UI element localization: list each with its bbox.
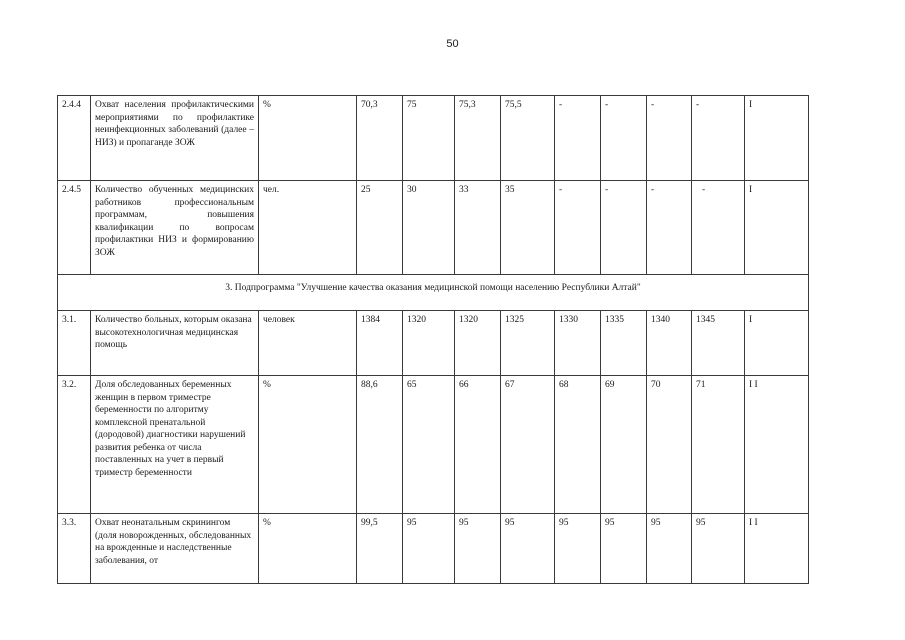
value-cell: 66 (455, 376, 501, 514)
value-cell: 75,3 (455, 96, 501, 181)
value-cell: 25 (357, 181, 403, 275)
value-cell: 95 (692, 514, 745, 584)
value-cell: 95 (403, 514, 455, 584)
table-row (58, 311, 809, 376)
unit-cell: % (259, 376, 357, 514)
value-cell: 95 (455, 514, 501, 584)
row-number: 2.4.5 (58, 181, 91, 275)
row-number: 3.1. (58, 311, 91, 376)
indicators-table (57, 95, 809, 584)
section-title: 3. Подпрограмма "Улучшение качества оказания медицинской помощи населению Республики Алтай" (58, 275, 809, 311)
value-cell: 70,3 (357, 96, 403, 181)
value-cell: 69 (601, 376, 647, 514)
mark-cell: I (745, 96, 809, 181)
value-cell: - (555, 96, 601, 181)
value-cell: 33 (455, 181, 501, 275)
value-cell: 68 (555, 376, 601, 514)
value-cell: - (647, 181, 692, 275)
value-cell: 1320 (455, 311, 501, 376)
indicator-description: Охват неонатальным скринингом (доля новорожденных, обследованных на врожденные и наследственные заболевания, от (91, 514, 259, 584)
value-cell: 95 (601, 514, 647, 584)
page-number: 50 (446, 38, 459, 50)
value-cell: 1384 (357, 311, 403, 376)
value-cell: 1320 (403, 311, 455, 376)
value-cell: 1335 (601, 311, 647, 376)
value-cell: 75,5 (501, 96, 555, 181)
value-cell: - (692, 181, 745, 275)
unit-cell: % (259, 514, 357, 584)
table-row (58, 514, 809, 584)
indicator-description: Охват населения профилактическими мероприятиями по профилактике неинфекционных заболеваний (далее – НИЗ) и пропаганде ЗОЖ (91, 96, 259, 181)
value-cell: - (601, 181, 647, 275)
value-cell: 1340 (647, 311, 692, 376)
value-cell: 75 (403, 96, 455, 181)
indicator-description: Количество обученных медицинских работников профессиональным программам, повышения квалификации по вопросам профилактики НИЗ и формированию ЗОЖ (91, 181, 259, 275)
unit-cell: чел. (259, 181, 357, 275)
value-cell: - (692, 96, 745, 181)
row-number: 3.2. (58, 376, 91, 514)
value-cell: 88,6 (357, 376, 403, 514)
row-number: 3.3. (58, 514, 91, 584)
value-cell: 1345 (692, 311, 745, 376)
value-cell: 35 (501, 181, 555, 275)
value-cell: - (601, 96, 647, 181)
indicator-description: Количество больных, которым оказана высокотехнологичная медицинская помощь (91, 311, 259, 376)
row-number: 2.4.4 (58, 96, 91, 181)
mark-cell: I (745, 181, 809, 275)
table-row (58, 376, 809, 514)
table-row (58, 181, 809, 275)
value-cell: 70 (647, 376, 692, 514)
mark-cell: I (745, 311, 809, 376)
value-cell: 95 (555, 514, 601, 584)
value-cell: 95 (647, 514, 692, 584)
table-row (58, 96, 809, 181)
value-cell: - (647, 96, 692, 181)
value-cell: 30 (403, 181, 455, 275)
value-cell: 67 (501, 376, 555, 514)
value-cell: 65 (403, 376, 455, 514)
value-cell: 1330 (555, 311, 601, 376)
mark-cell: I I (745, 376, 809, 514)
value-cell: 71 (692, 376, 745, 514)
indicator-description: Доля обследованных беременных женщин в первом триместре беременности по алгоритму комплексной пренатальной (дородовой) диагностики нарушений развития ребенка от числа поставленных на учет в первый триместр беременности (91, 376, 259, 514)
value-cell: 99,5 (357, 514, 403, 584)
mark-cell: I I (745, 514, 809, 584)
value-cell: 1325 (501, 311, 555, 376)
value-cell: - (555, 181, 601, 275)
value-cell: 95 (501, 514, 555, 584)
section-header-row (58, 275, 809, 311)
unit-cell: % (259, 96, 357, 181)
unit-cell: человек (259, 311, 357, 376)
